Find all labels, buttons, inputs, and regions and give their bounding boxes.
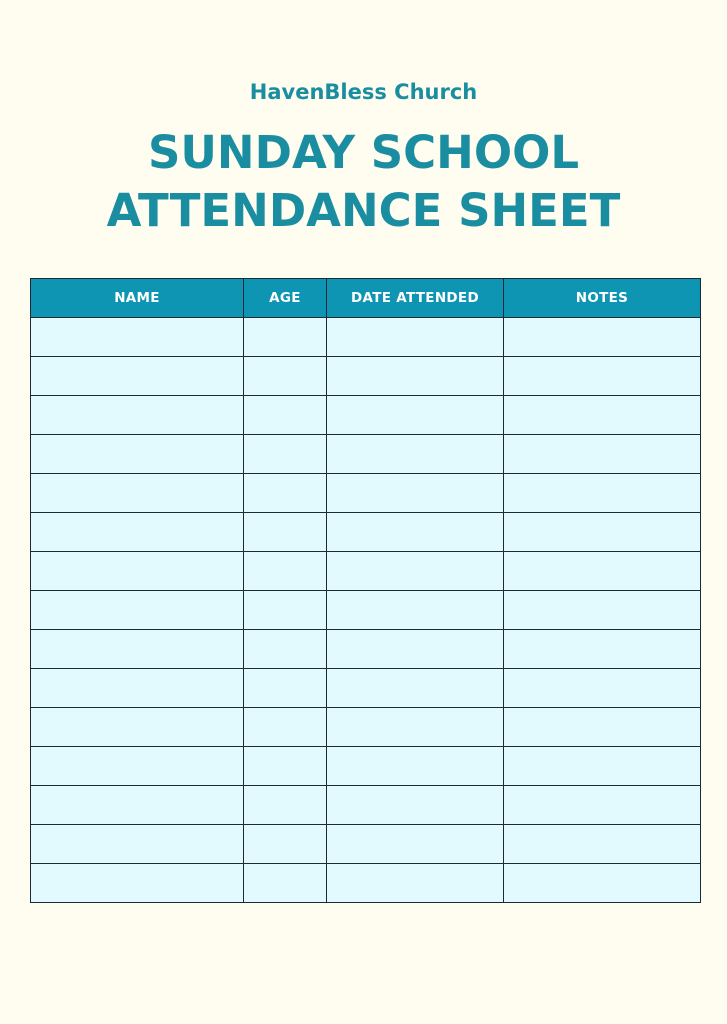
cell-date-attended[interactable]	[327, 318, 504, 357]
cell-notes[interactable]	[504, 747, 701, 786]
cell-date-attended[interactable]	[327, 786, 504, 825]
table-row	[31, 591, 701, 630]
table-body	[31, 318, 701, 903]
cell-age[interactable]	[244, 591, 327, 630]
cell-notes[interactable]	[504, 357, 701, 396]
cell-age[interactable]	[244, 435, 327, 474]
cell-date-attended[interactable]	[327, 747, 504, 786]
cell-date-attended[interactable]	[327, 630, 504, 669]
cell-age[interactable]	[244, 747, 327, 786]
page-title	[0, 124, 727, 240]
table-row	[31, 864, 701, 903]
table-row	[31, 786, 701, 825]
column-header-date-attended: DATE ATTENDED	[327, 279, 504, 318]
cell-date-attended[interactable]	[327, 513, 504, 552]
page-title-line-1: SUNDAY SCHOOL	[147, 126, 579, 179]
cell-notes[interactable]	[504, 435, 701, 474]
cell-date-attended[interactable]	[327, 435, 504, 474]
cell-date-attended[interactable]	[327, 708, 504, 747]
cell-age[interactable]	[244, 357, 327, 396]
cell-age[interactable]	[244, 552, 327, 591]
column-header-age: AGE	[244, 279, 327, 318]
table-header-row	[31, 279, 701, 318]
cell-notes[interactable]	[504, 864, 701, 903]
table-row	[31, 396, 701, 435]
cell-age[interactable]	[244, 396, 327, 435]
table-row	[31, 513, 701, 552]
cell-notes[interactable]	[504, 669, 701, 708]
table-row	[31, 552, 701, 591]
table-row	[31, 318, 701, 357]
table-row	[31, 825, 701, 864]
cell-date-attended[interactable]	[327, 474, 504, 513]
cell-age[interactable]	[244, 474, 327, 513]
cell-name[interactable]	[31, 318, 244, 357]
table-row	[31, 474, 701, 513]
table-row	[31, 669, 701, 708]
cell-notes[interactable]	[504, 786, 701, 825]
cell-name[interactable]	[31, 786, 244, 825]
cell-age[interactable]	[244, 513, 327, 552]
cell-notes[interactable]	[504, 318, 701, 357]
cell-age[interactable]	[244, 630, 327, 669]
cell-date-attended[interactable]	[327, 669, 504, 708]
table-row	[31, 747, 701, 786]
cell-name[interactable]	[31, 864, 244, 903]
cell-name[interactable]	[31, 708, 244, 747]
cell-date-attended[interactable]	[327, 357, 504, 396]
cell-name[interactable]	[31, 630, 244, 669]
cell-age[interactable]	[244, 825, 327, 864]
cell-notes[interactable]	[504, 825, 701, 864]
cell-name[interactable]	[31, 513, 244, 552]
cell-age[interactable]	[244, 864, 327, 903]
cell-age[interactable]	[244, 708, 327, 747]
table-row	[31, 357, 701, 396]
cell-notes[interactable]	[504, 708, 701, 747]
column-header-notes: NOTES	[504, 279, 701, 318]
table-row	[31, 435, 701, 474]
cell-age[interactable]	[244, 318, 327, 357]
cell-name[interactable]	[31, 825, 244, 864]
cell-notes[interactable]	[504, 396, 701, 435]
cell-name[interactable]	[31, 747, 244, 786]
cell-date-attended[interactable]	[327, 825, 504, 864]
table-row	[31, 708, 701, 747]
cell-age[interactable]	[244, 669, 327, 708]
cell-notes[interactable]	[504, 591, 701, 630]
cell-name[interactable]	[31, 396, 244, 435]
table-row	[31, 630, 701, 669]
cell-age[interactable]	[244, 786, 327, 825]
cell-date-attended[interactable]	[327, 396, 504, 435]
attendance-table	[30, 278, 701, 903]
cell-notes[interactable]	[504, 552, 701, 591]
cell-date-attended[interactable]	[327, 552, 504, 591]
column-header-name: NAME	[31, 279, 244, 318]
cell-name[interactable]	[31, 552, 244, 591]
page-title-line-2: ATTENDANCE SHEET	[106, 184, 621, 237]
cell-name[interactable]	[31, 669, 244, 708]
cell-date-attended[interactable]	[327, 864, 504, 903]
cell-notes[interactable]	[504, 513, 701, 552]
cell-notes[interactable]	[504, 474, 701, 513]
cell-notes[interactable]	[504, 630, 701, 669]
cell-name[interactable]	[31, 357, 244, 396]
cell-name[interactable]	[31, 591, 244, 630]
cell-date-attended[interactable]	[327, 591, 504, 630]
cell-name[interactable]	[31, 435, 244, 474]
church-name: HavenBless Church	[249, 80, 478, 104]
cell-name[interactable]	[31, 474, 244, 513]
